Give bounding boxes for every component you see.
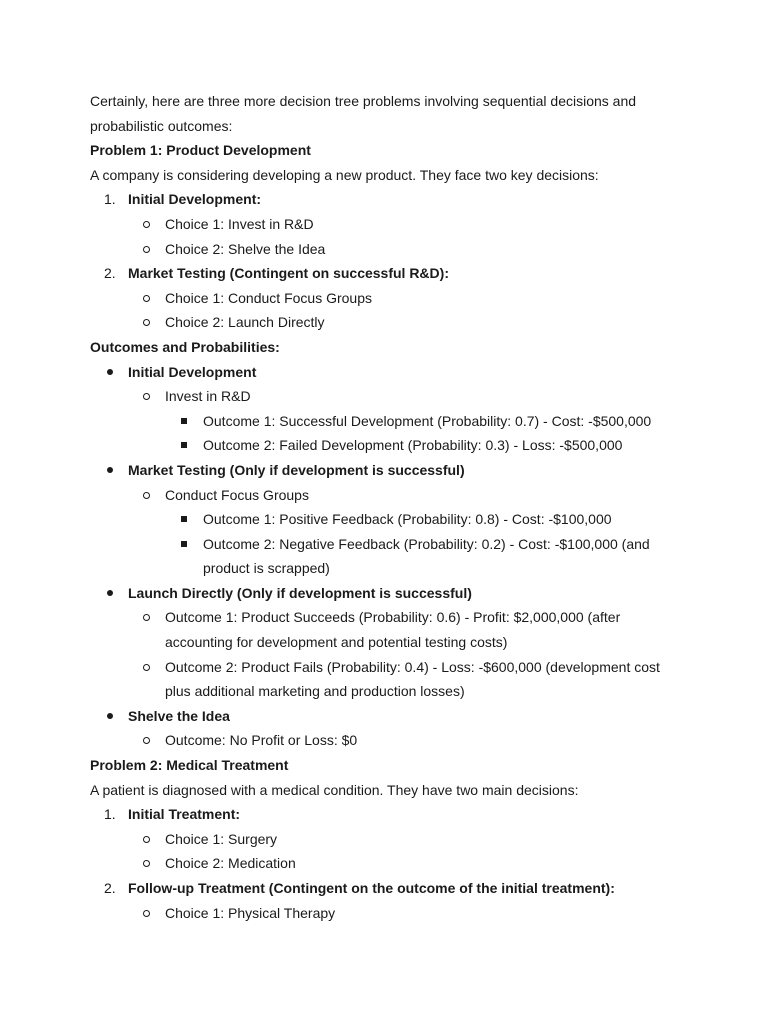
decision-title: Market Testing (Contingent on successful R&D): — [128, 265, 449, 282]
decision-item — [90, 187, 690, 212]
decision-title: Initial Development: — [128, 191, 262, 208]
choice-text: Choice 1: Conduct Focus Groups — [165, 289, 372, 306]
outcome-item — [90, 507, 690, 532]
problem1-description: A company is considering developing a new product. They face two key decisions: — [90, 166, 599, 183]
outcome-text: Outcome 2: Failed Development (Probability: 0.3) - Loss: -$500,000 — [203, 437, 623, 454]
outcome-item — [90, 433, 690, 458]
outcome-subgroup-title: Conduct Focus Groups — [165, 486, 309, 503]
problem2-heading: Problem 2: Medical Treatment — [90, 757, 289, 774]
choice-item — [90, 212, 690, 237]
outcome-item — [90, 409, 690, 434]
decision-item — [90, 261, 690, 286]
outcome-item — [90, 655, 690, 680]
outcome-item — [90, 605, 690, 630]
outcome-group-title: Market Testing (Only if development is successful) — [128, 461, 465, 478]
outcome-group — [90, 360, 690, 385]
intro-line-1: Certainly, here are three more decision tree problems involving sequential decisions and — [90, 93, 637, 109]
outcome-text: Outcome 1: Successful Development (Probability: 0.7) - Cost: -$500,000 — [203, 412, 652, 429]
list-number: 2. — [104, 265, 116, 282]
problem2-description: A patient is diagnosed with a medical condition. They have two main decisions: — [90, 781, 579, 798]
outcomes-heading: Outcomes and Probabilities: — [90, 338, 280, 355]
choice-text: Choice 2: Medication — [165, 855, 296, 872]
outcome-subgroup — [90, 384, 690, 409]
choice-text: Choice 2: Launch Directly — [165, 314, 325, 331]
decision-item — [90, 802, 690, 827]
choice-item — [90, 237, 690, 262]
outcome-subgroup-title: Invest in R&D — [165, 388, 251, 405]
document-body — [90, 89, 690, 925]
outcome-item — [90, 728, 690, 753]
outcome-text: Outcome 1: Positive Feedback (Probability: 0.8) - Cost: -$100,000 — [203, 511, 612, 528]
choice-item — [90, 851, 690, 876]
choice-item — [90, 901, 690, 926]
outcome-group-title: Launch Directly (Only if development is successful) — [128, 584, 472, 601]
outcome-text: Outcome: No Profit or Loss: $0 — [165, 732, 358, 749]
outcome-text: Outcome 2: Negative Feedback (Probability: 0.2) - Cost: -$100,000 (and — [203, 535, 650, 552]
outcome-group — [90, 458, 690, 483]
outcome-text: Outcome 2: Product Fails (Probability: 0.4) - Loss: -$600,000 (development cost — [165, 658, 660, 675]
outcome-group — [90, 581, 690, 606]
choice-item — [90, 310, 690, 335]
choice-item — [90, 827, 690, 852]
outcome-text-continuation: plus additional marketing and production losses) — [165, 683, 465, 700]
list-number: 2. — [104, 880, 116, 896]
choice-text: Choice 2: Shelve the Idea — [165, 240, 326, 257]
outcome-group — [90, 704, 690, 729]
problem1-heading: Problem 1: Product Development — [90, 142, 311, 159]
decision-item — [90, 876, 690, 901]
list-number: 1. — [104, 806, 116, 823]
outcome-subgroup — [90, 483, 690, 508]
outcome-group-title: Shelve the Idea — [128, 707, 230, 724]
choice-text: Choice 1: Invest in R&D — [165, 215, 314, 232]
outcome-text-continuation: accounting for development and potential testing costs) — [165, 634, 508, 651]
choice-text: Choice 1: Physical Therapy — [165, 904, 336, 921]
list-number: 1. — [104, 191, 116, 208]
outcome-text-continuation: product is scrapped) — [203, 560, 330, 577]
outcome-text: Outcome 1: Product Succeeds (Probability: 0.6) - Profit: $2,000,000 (after — [165, 609, 621, 626]
choice-text: Choice 1: Surgery — [165, 830, 278, 847]
outcome-group-title: Initial Development — [128, 363, 257, 380]
outcome-item — [90, 532, 690, 557]
decision-title: Follow-up Treatment (Contingent on the outcome of the initial treatment): — [128, 880, 615, 896]
choice-item — [90, 286, 690, 311]
decision-title: Initial Treatment: — [128, 806, 241, 823]
intro-line-2: probabilistic outcomes: — [90, 117, 233, 134]
